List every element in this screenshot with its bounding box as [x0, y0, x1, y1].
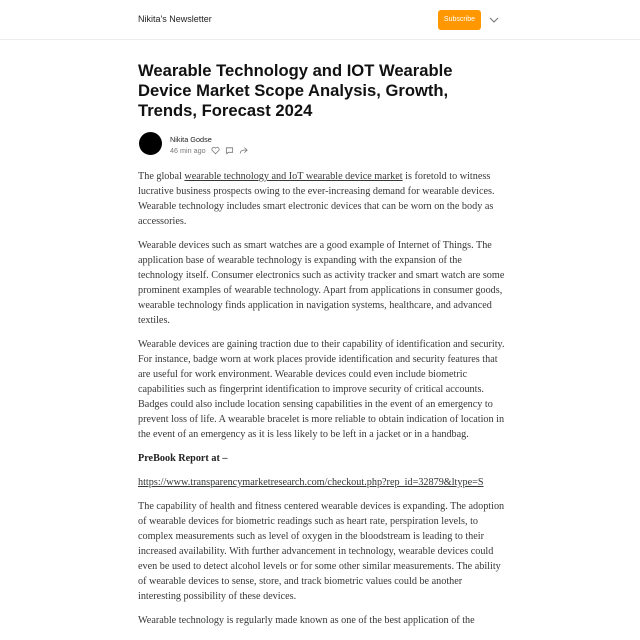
paragraph-1: The global wearable technology and IoT wearable device market is foretold to witness lucrative business prospects owing to the ever-increasing demand for wearable devices. Wearable technology includes smart electronic devices that can be worn on the body as accessories. — [138, 171, 495, 227]
prebook-heading: PreBook Report at – — [138, 453, 228, 464]
paragraph-4: The capability of health and fitness centered wearable devices is expanding. The adoption of wearable devices for biometric readings such as heart rate, perspiration levels, to complex measurements such as level of oxygen in the bloodstream is leading to their increased availability. With further advancement in technology, wearable devices could even be used to detect alcohol levels or for some other similar measurements. The ability of wearable devices to sense, store, and track biometric values could be another interesting possibility of these devices. — [138, 501, 505, 602]
paragraph-2: Wearable devices such as smart watches are a good example of Internet of Things. The application base of wearable technology is expanding with the expansion of the technology itself. Consumer electronics such as activity tracker and smart watch are some prominent examples of wearable technology. Apart from applications in consumer goods, wearable technology finds application in navigation systems, healthcare, and advanced textiles. — [138, 240, 505, 326]
paragraph-5: Wearable technology is regularly made known as one of the best application of the — [138, 615, 475, 626]
top-bar — [0, 0, 640, 40]
share-icon[interactable] — [239, 146, 248, 155]
heart-icon[interactable] — [211, 146, 220, 155]
author-avatar[interactable] — [139, 132, 162, 155]
prebook-link-paragraph — [138, 475, 506, 490]
post-meta — [170, 145, 248, 155]
newsletter-name[interactable]: Nikita's Newsletter — [138, 14, 212, 24]
author-name[interactable]: Nikita Godse — [170, 135, 212, 144]
post-time: 46 min ago — [170, 145, 206, 155]
post-body — [138, 169, 506, 637]
post-title: Wearable Technology and IOT Wearable Device Market Scope Analysis, Growth, Trends, Forecast 2024 — [138, 61, 453, 120]
comment-icon[interactable] — [225, 146, 234, 155]
chevron-down-icon[interactable] — [488, 14, 500, 26]
market-link[interactable]: wearable technology and IoT wearable device market — [184, 171, 403, 182]
paragraph-3: Wearable devices are gaining traction due to their capability of identification and security. For instance, badge worn at work places provide identification and security features that are useful for work environment. Wearable devices could even include biometric capabilities such as fingerprint identification to improve security of critical accounts. Badges could also include location sensing capabilities in the event of an emergency to prevent loss of life. A wearable bracelet is more reliable to obtain indication of location in the event of an emergency as it is less likely to be left in a jacket or in a handbag. — [138, 339, 505, 440]
subscribe-button[interactable]: Subscribe — [438, 10, 481, 30]
prebook-link[interactable]: https://www.transparencymarketresearch.com/checkout.php?rep_id=32879&ltype=S — [138, 477, 484, 488]
